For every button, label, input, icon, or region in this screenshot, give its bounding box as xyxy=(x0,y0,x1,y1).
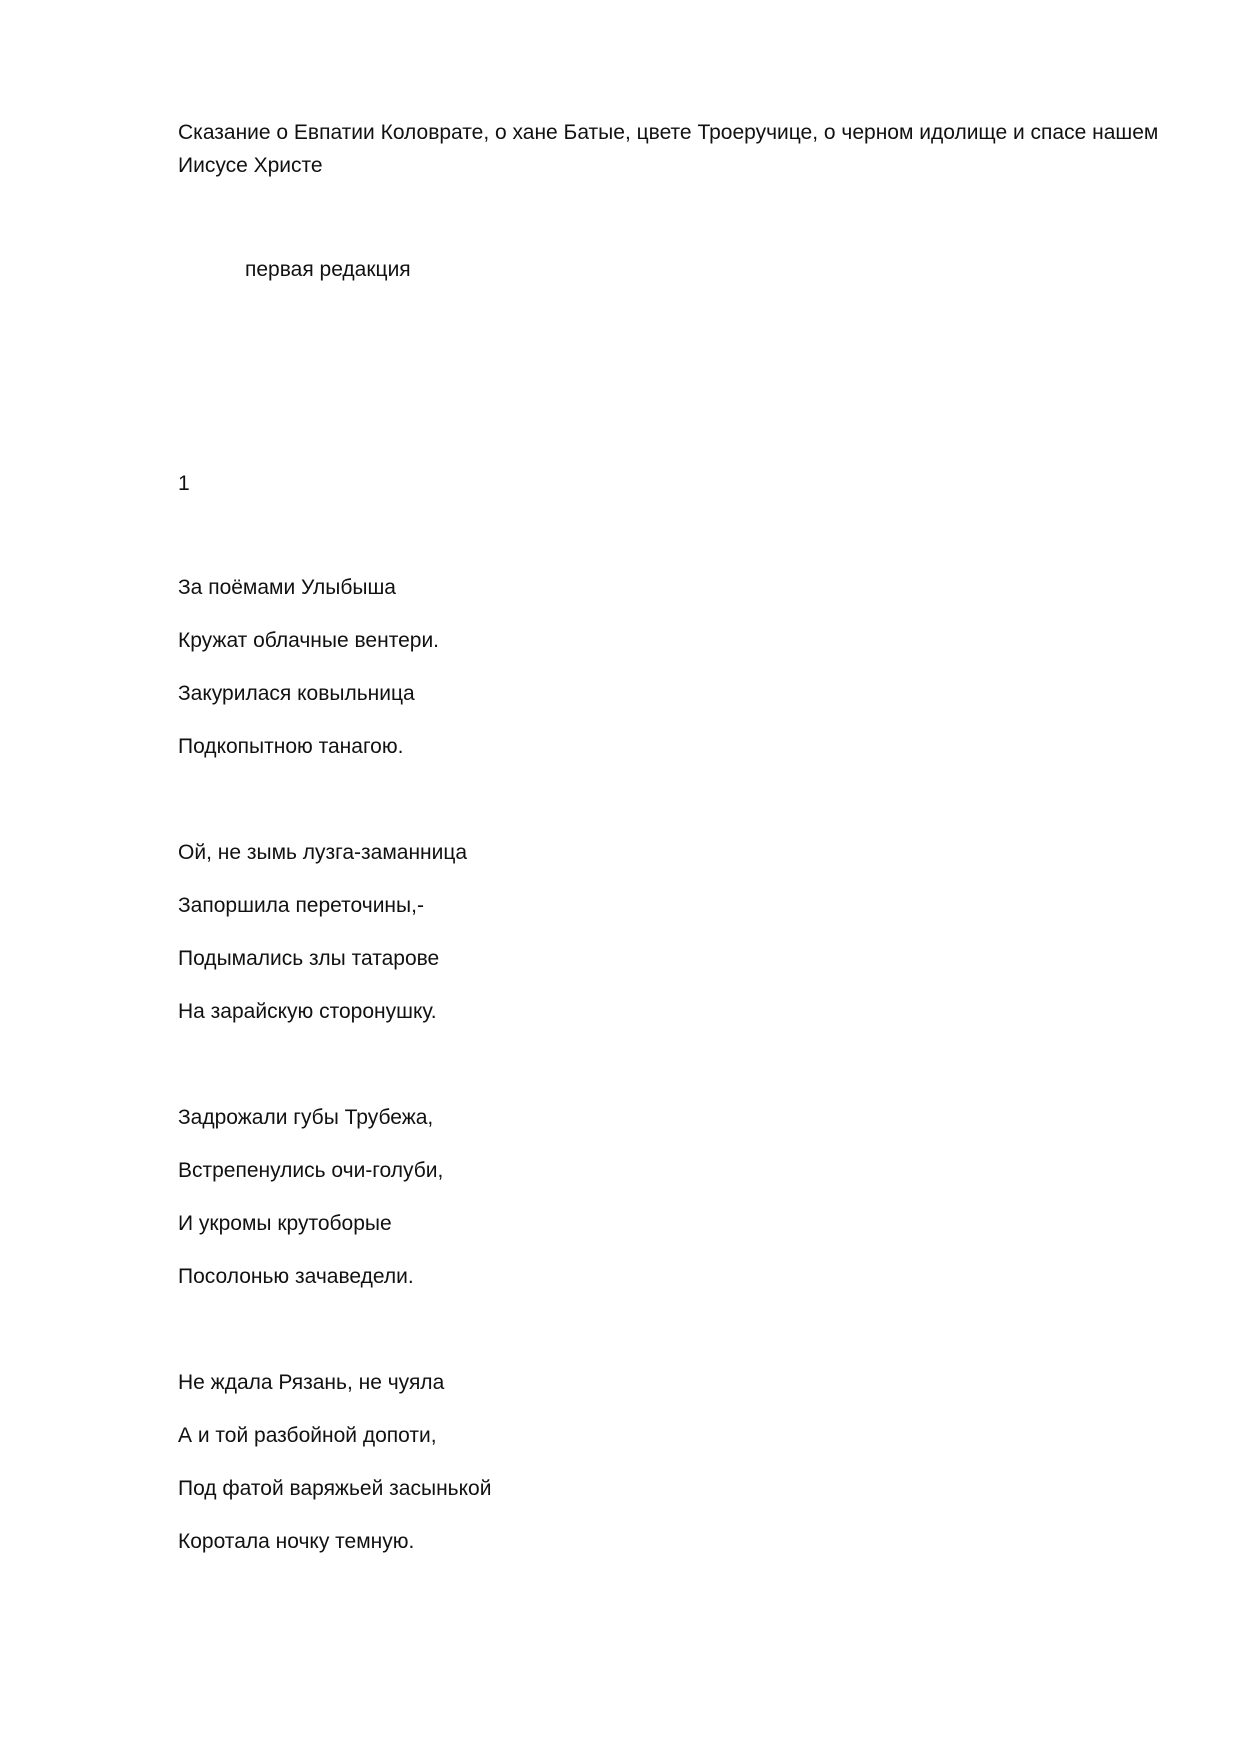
verse-line: Запоршила переточины,- xyxy=(178,894,424,917)
verse-line: И укромы крутоборые xyxy=(178,1212,392,1235)
verse-line: Подкопытною танагою. xyxy=(178,735,404,758)
section-number: 1 xyxy=(178,472,190,495)
verse-line: А и той разбойной допоти, xyxy=(178,1424,437,1447)
verse-line: Не ждала Рязань, не чуяла xyxy=(178,1371,445,1394)
verse-line: Встрепенулись очи-голуби, xyxy=(178,1159,444,1182)
document-title: Сказание о Евпатии Коловрате, о хане Батые, цвете Троеручице, о черном идолище и спасе нашем Иисусе Христе xyxy=(178,121,1159,177)
verse-line: Посолонью зачаведели. xyxy=(178,1265,414,1288)
verse-line: Закурилася ковыльница xyxy=(178,682,415,705)
verse-line: За поёмами Улыбыша xyxy=(178,576,396,599)
verse-line: Ой, не зымь лузга-заманница xyxy=(178,841,468,864)
verse-line: Под фатой варяжьей засынькой xyxy=(178,1477,492,1500)
verse-line: Подымались злы татарове xyxy=(178,947,440,970)
verse-line: На зарайскую сторонушку. xyxy=(178,1000,437,1023)
verse-line: Кружат облачные вентери. xyxy=(178,629,440,652)
verse-line: Задрожали губы Трубежа, xyxy=(178,1106,434,1129)
document-subtitle: первая редакция xyxy=(245,258,411,281)
verse-line: Коротала ночку темную. xyxy=(178,1530,415,1553)
